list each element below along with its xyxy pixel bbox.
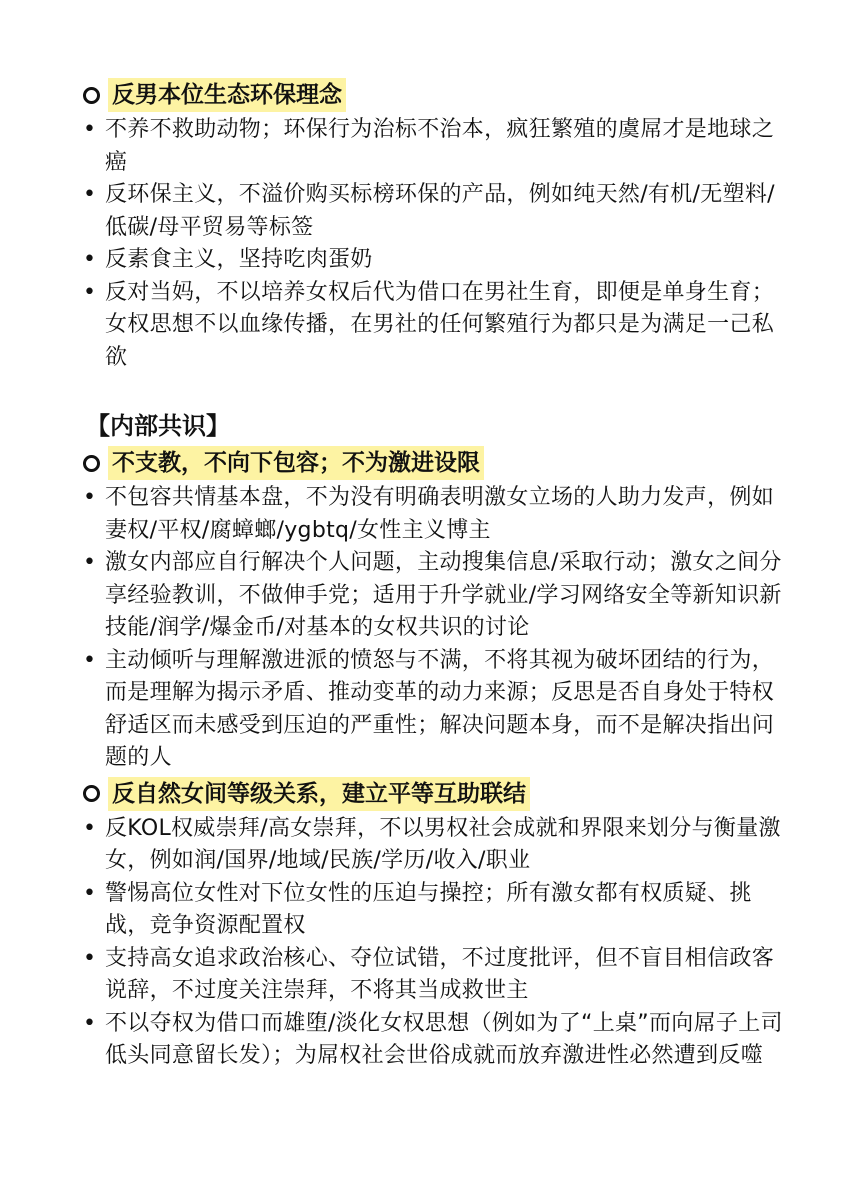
list-item-text: 不以夺权为借口而雄堕/淡化女权思想（例如为了“上桌”而向屌子上司低头同意留长发）；为屌权社会世俗成就而放弃激进性必然遭到反噬 [105, 1010, 783, 1068]
list-item [80, 179, 790, 244]
subheading-eco-text: 反男本位生态环保理念 [108, 78, 346, 112]
subheading-eco [80, 78, 790, 112]
bullet-dot: • [83, 117, 96, 142]
list-item-text: 反KOL权威崇拜/高女崇拜，不以男权社会成就和界限来划分与衡量激女，例如润/国界/地域/民族/学历/收入/职业 [105, 815, 781, 873]
bullet-dot: • [83, 279, 96, 305]
list-item [80, 943, 790, 1008]
list-item [80, 1008, 790, 1073]
list-item [80, 878, 790, 943]
circle-bullet-icon [83, 455, 100, 472]
list-item-text: 支持高女追求政治核心、夺位试错，不过度批评，但不盲目相信政客说辞，不过度关注崇拜，不将其当成救世主 [105, 945, 775, 1003]
list-item [80, 645, 790, 775]
bullet-dot: • [83, 1010, 96, 1036]
list-item-text: 反对当妈，不以培养女权后代为借口在男社生育，即便是单身生育；女权思想不以血缘传播，在男社的任何繁殖行为都只是为满足一己私欲 [105, 279, 775, 370]
subheading-no-tolerance [80, 446, 790, 480]
document-page [80, 76, 790, 1073]
list-eco [80, 114, 790, 374]
bullet-dot: • [83, 550, 96, 575]
list-item [80, 547, 790, 645]
bullet-dot: • [83, 815, 96, 841]
bullet-dot: • [83, 247, 96, 272]
bullet-dot: • [83, 647, 96, 673]
section-heading-internal-consensus: 【内部共识】 [86, 412, 230, 440]
list-item-text: 主动倾听与理解激进派的愤怒与不满，不将其视为破坏团结的行为，而是理解为揭示矛盾、推动变革的动力来源；反思是否自身处于特权舒适区而未感受到压迫的严重性；解决问题本身，而不是解决指出问题的人 [105, 647, 775, 770]
section-spacer [80, 374, 790, 410]
list-item-text: 不养不救助动物；环保行为治标不治本，疯狂繁殖的虞屌才是地球之癌 [105, 117, 775, 175]
subheading-equal-alliance-text: 反自然女间等级关系，建立平等互助联结 [108, 777, 530, 811]
bullet-dot: • [83, 880, 96, 906]
subheading-no-tolerance-text: 不支教，不向下包容；不为激进设限 [108, 446, 484, 480]
bullet-dot: • [83, 485, 96, 510]
list-no-tolerance [80, 482, 790, 775]
list-item [80, 114, 790, 179]
list-item-text: 不包容共情基本盘，不为没有明确表明激女立场的人助力发声，例如妻权/平权/腐蟑螂/ygbtq/女性主义博主 [105, 485, 775, 543]
list-item [80, 244, 790, 277]
bullet-dot: • [83, 182, 96, 207]
list-item-text: 反环保主义，不溢价购买标榜环保的产品，例如纯天然/有机/无塑料/低碳/母平贸易等标签 [105, 182, 775, 240]
list-equal-alliance [80, 813, 790, 1073]
list-item-text: 反素食主义，坚持吃肉蛋奶 [105, 247, 373, 272]
circle-bullet-icon [83, 785, 100, 802]
subheading-equal-alliance [80, 777, 790, 811]
list-item [80, 813, 790, 878]
list-item-text: 激女内部应自行解决个人问题，主动搜集信息/采取行动；激女之间分享经验教训，不做伸手党；适用于升学就业/学习网络安全等新知识新技能/润学/爆金币/对基本的女权共识的讨论 [105, 550, 782, 640]
list-item-text: 警惕高位女性对下位女性的压迫与操控；所有激女都有权质疑、挑战，竞争资源配置权 [105, 880, 752, 938]
list-item [80, 277, 790, 375]
list-item [80, 482, 790, 547]
circle-bullet-icon [83, 87, 100, 104]
bullet-dot: • [83, 945, 96, 971]
